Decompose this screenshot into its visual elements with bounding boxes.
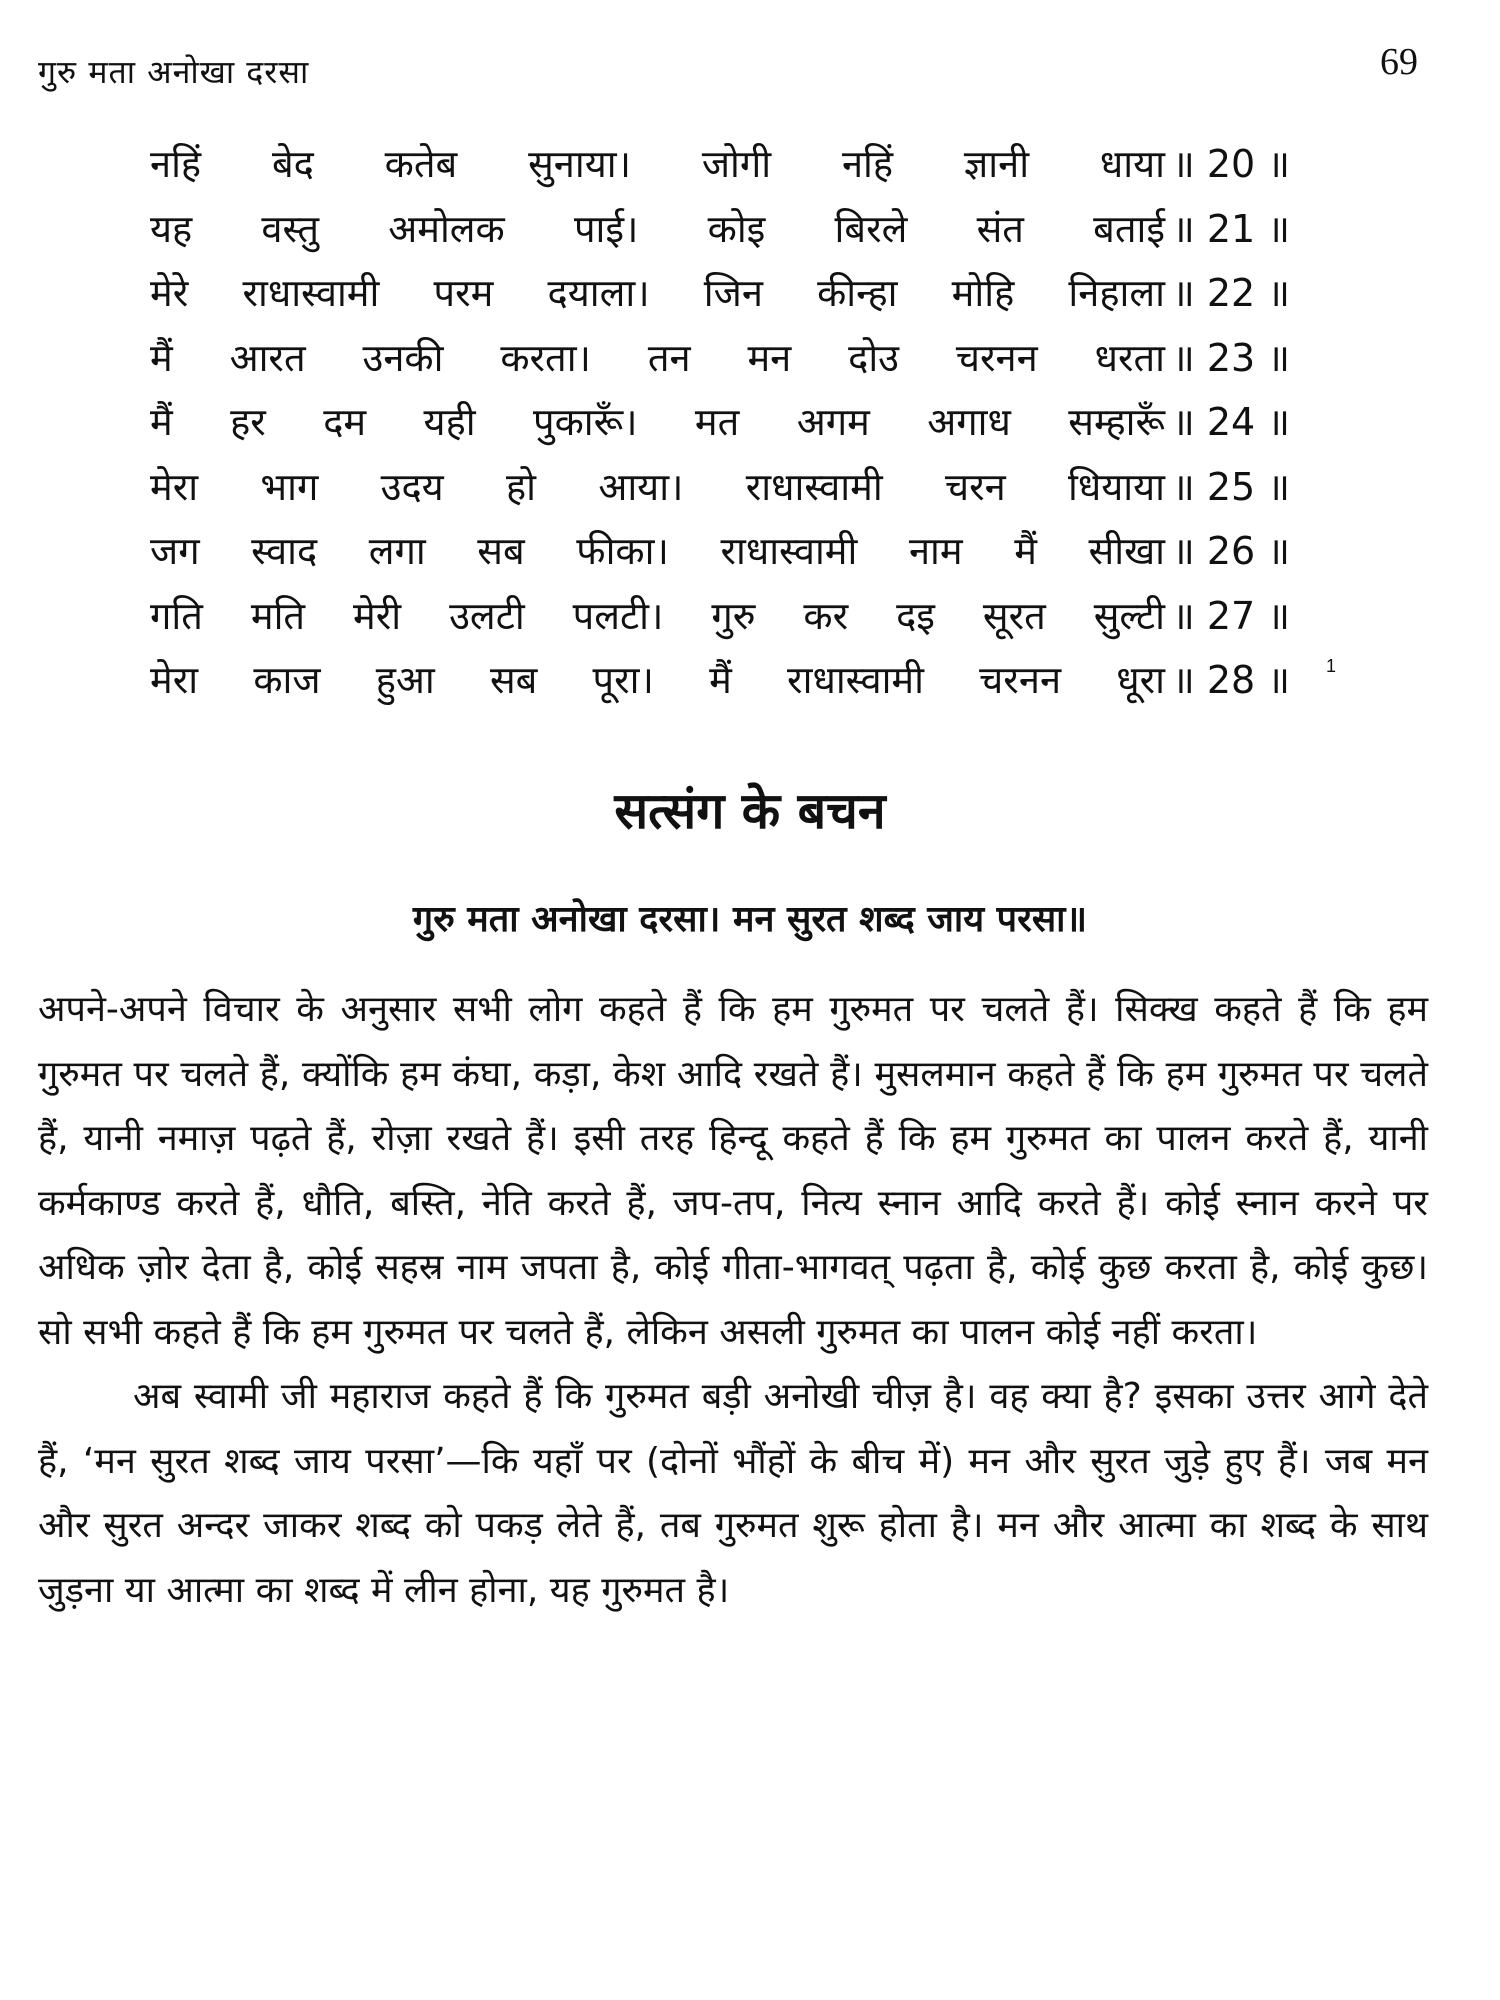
running-head-title: गुरु मता अनोखा दरसा xyxy=(38,53,310,91)
verse-number: ॥ 22 ॥ xyxy=(1172,271,1291,315)
section-title: सत्संग के बचन xyxy=(614,782,886,840)
verse-line xyxy=(150,455,1310,520)
verse-text: मैं आरत उनकी करता। तन मन दोउ चरनन धरता xyxy=(150,335,1165,380)
footnote-marker: 1 xyxy=(1326,656,1337,676)
verse-number: ॥ 25 ॥ xyxy=(1172,464,1291,509)
verse-block xyxy=(150,132,1337,713)
verse-number: ॥ 20 ॥ xyxy=(1172,142,1291,186)
verse-line xyxy=(150,648,1337,713)
verse-text: यह वस्तु अमोलक पाई। कोइ बिरले संत बताई xyxy=(150,206,1165,251)
verse-line xyxy=(150,390,1310,455)
verse-line xyxy=(150,132,1310,197)
section-subtitle: गुरु मता अनोखा दरसा। मन सुरत शब्द जाय परसा॥ xyxy=(412,899,1088,940)
body-text xyxy=(38,978,1428,1623)
verse-text: गति मति मेरी उलटी पलटी। गुरु कर दइ सूरत सुल्टी xyxy=(150,593,1165,638)
verse-number: ॥ 27 ॥ xyxy=(1172,593,1291,638)
page-number: 69 xyxy=(1380,41,1418,83)
verse-line xyxy=(150,519,1310,584)
verse-text: नहिं बेद कतेब सुनाया। जोगी नहिं ज्ञानी धाया xyxy=(150,142,1165,186)
verse-text: मेरा काज हुआ सब पूरा। मैं राधास्वामी चरनन धूरा xyxy=(150,658,1165,702)
verse-number: ॥ 26 ॥ xyxy=(1172,529,1291,573)
verse-text: जग स्वाद लगा सब फीका। राधास्वामी नाम मैं सीखा xyxy=(150,529,1165,573)
verse-line xyxy=(150,326,1310,391)
verse-number: ॥ 21 ॥ xyxy=(1172,206,1291,251)
verse-number: ॥ 28 ॥ xyxy=(1172,658,1291,702)
paragraph: अपने-अपने विचार के अनुसार सभी लोग कहते हैं कि हम गुरुमत पर चलते हैं। सिक्ख कहते हैं कि हम गुरुमत पर चलते हैं, क्योंकि हम कंघा, कड़ा, केश आदि रखते हैं। मुसलमान कहते हैं कि हम गुरुमत पर चलते हैं, यानी नमाज़ पढ़ते हैं, रोज़ा रखते हैं। इसी तरह हिन्दू कहते हैं कि हम गुरुमत का पालन करते हैं, यानी कर्मकाण्ड करते हैं, धौति, बस्ति, नेति करते हैं, जप-तप, नित्य स्नान आदि करते हैं। कोई स्नान करने पर अधिक ज़ोर देता है, कोई सहस्र नाम जपता है, कोई गीता-भागवत् पढ़ता है, कोई कुछ करता है, कोई कुछ। सो सभी कहते हैं कि हम गुरुमत पर चलते हैं, लेकिन असली गुरुमत का पालन कोई नहीं करता। xyxy=(38,989,1428,1353)
verse-line xyxy=(150,197,1310,262)
verse-text: मेरा भाग उदय हो आया। राधास्वामी चरन धियाया xyxy=(150,464,1165,509)
verse-number: ॥ 24 ॥ xyxy=(1172,400,1291,444)
verse-text: मैं हर दम यही पुकारूँ। मत अगम अगाध सम्हारूँ xyxy=(150,400,1165,444)
verse-line xyxy=(150,261,1310,326)
paragraph: अब स्वामी जी महाराज कहते हैं कि गुरुमत बड़ी अनोखी चीज़ है। वह क्या है? इसका उत्तर आगे देते हैं, ‘मन सुरत शब्द जाय परसा’—कि यहाँ पर (दोनों भौंहों के बीच में) मन और सुरत जुड़े हुए हैं। जब मन और सुरत अन्दर जाकर शब्द को पकड़ लेते हैं, तब गुरुमत शुरू होता है। मन और आत्मा का शब्द के साथ जुड़ना या आत्मा का शब्द में लीन होना, यह गुरुमत है। xyxy=(38,1376,1428,1611)
verse-text: मेरे राधास्वामी परम दयाला। जिन कीन्हा मोहि निहाला xyxy=(150,271,1165,315)
verse-number: ॥ 23 ॥ xyxy=(1172,335,1291,380)
verse-line xyxy=(150,584,1310,649)
